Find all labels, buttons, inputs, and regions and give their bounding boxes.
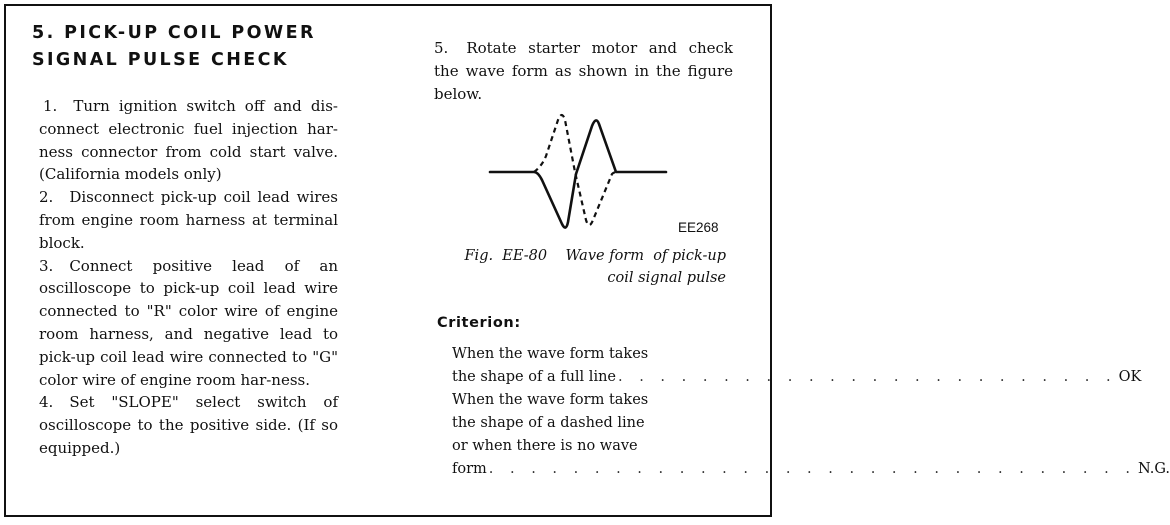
dot-leader: . . . . . . . . . . . . . . . . . . . . . . . .	[618, 369, 1117, 385]
criterion-ng-leader	[452, 458, 1170, 481]
criterion-ng-line2: the shape of a dashed line	[452, 415, 645, 431]
step-number: 4.	[39, 393, 54, 412]
step-number: 1.	[43, 97, 58, 115]
step-number: 5.	[434, 39, 449, 57]
section-title	[32, 20, 316, 74]
step-1	[39, 95, 338, 186]
step-text: Connect positive lead of an oscilloscope to pick-up coil lead wire connected to "R" color wire of engine room harness, and negative lead to pick-up coil lead wire connected to "G" color wire of engine room har-ness.	[39, 256, 338, 389]
step-3	[39, 255, 338, 392]
section-title-line2: SIGNAL PULSE CHECK	[32, 50, 289, 70]
criterion-heading: Criterion:	[437, 315, 521, 331]
wave-form-figure	[486, 108, 686, 238]
procedure-steps	[39, 95, 338, 460]
section-title-line1: 5. PICK-UP COIL POWER	[32, 23, 316, 43]
figure-id: EE268	[678, 220, 719, 235]
step-5	[434, 37, 733, 105]
caption-line2: coil signal pulse	[607, 270, 726, 286]
criterion-ok-leader	[452, 366, 1142, 389]
criterion-ng	[452, 389, 1170, 481]
step-number: 2.	[39, 188, 54, 207]
criterion-ng-line4: form	[452, 461, 487, 477]
step-text: Disconnect pick-up coil lead wires from engine room harness at terminal block.	[39, 188, 338, 252]
criterion-ok-result: OK	[1118, 369, 1142, 385]
step-text: Rotate starter motor and check the wave form as shown in the figure below.	[434, 39, 733, 103]
step-number: 3.	[39, 256, 54, 275]
criterion-ok	[452, 343, 1142, 389]
criterion-ok-line1: When the wave form takes	[452, 346, 649, 362]
step-4	[39, 391, 338, 459]
figure-caption	[450, 245, 726, 289]
dot-leader: . . . . . . . . . . . . . . . . . . . . . . . . . . . . . . .	[488, 461, 1136, 477]
step-text: Turn ignition switch off and dis-connect electronic fuel injection har-ness connector from cold start valve. (California models only)	[39, 97, 338, 184]
criterion-ng-result: N.G.	[1137, 461, 1170, 477]
criterion-ng-line1: When the wave form takes	[452, 392, 649, 408]
step-2	[39, 186, 338, 254]
step-text: Set "SLOPE" select switch of oscilloscope to the positive side. (If so equipped.)	[39, 393, 338, 457]
wave-full-line	[490, 120, 666, 227]
caption-line1: Fig. EE-80 Wave form of pick-up	[464, 248, 726, 264]
criterion-ng-line3: or when there is no wave	[452, 438, 638, 454]
criterion-ok-line2: the shape of a full line	[452, 369, 616, 385]
